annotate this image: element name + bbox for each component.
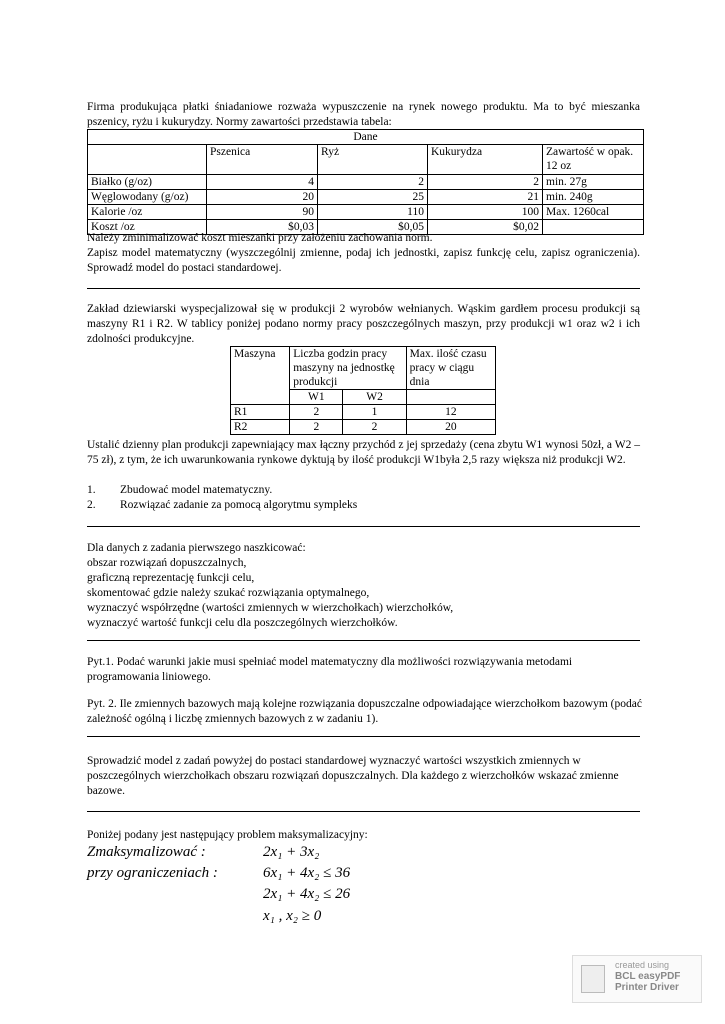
watermark-line: Printer Driver xyxy=(615,982,679,993)
table-cell xyxy=(406,390,495,405)
table-cell: 21 xyxy=(428,190,543,205)
table-cell: Węglowodany (g/oz) xyxy=(88,190,207,205)
table-cell: 25 xyxy=(318,190,428,205)
task3 xyxy=(87,541,640,631)
task3-line: Dla danych z zadania pierwszego naszkicować: xyxy=(87,542,306,554)
table-cell: Białko (g/oz) xyxy=(88,175,207,190)
list-item: 2. Rozwiązać zadanie za pomocą algorytmu sympleks xyxy=(87,499,358,511)
constraint-1: 6x₁ + 4x₂ ≤ 36 xyxy=(263,865,351,881)
table-cell: Koszt /oz xyxy=(88,220,207,235)
divider xyxy=(87,526,640,527)
table-cell: 2 xyxy=(318,175,428,190)
watermark-line: created using xyxy=(615,960,670,970)
table-cell: $0,05 xyxy=(318,220,428,235)
table-cell: 2 xyxy=(290,405,343,420)
table-subheader: W2 xyxy=(343,390,406,405)
constraint-2: 2x₁ + 4x₂ ≤ 26 xyxy=(263,886,351,902)
task1-intro: Firma produkująca płatki śniadaniowe rozważa wypuszczenie na rynek nowego produktu. Ma to być mieszanka pszenicy, ryżu i kukurydzy. Normy zawartości przedstawia tabela: xyxy=(87,101,640,128)
table-cell: 100 xyxy=(428,205,543,220)
task6-intro: Poniżej podany jest następujący problem maksymalizacyjny: xyxy=(87,829,368,841)
task3-line: obszar rozwiązań dopuszczalnych, xyxy=(87,557,247,569)
table-cell: Kalorie /oz xyxy=(88,205,207,220)
task3-line: skomentować gdzie należy szukać rozwiązania optymalnego, xyxy=(87,587,370,599)
task1-after1: Należy zminimalizować koszt mieszanki przy założeniu zachowania norm. xyxy=(87,232,433,244)
task4-q2: Pyt. 2. Ile zmiennych bazowych mają kolejne rozwiązania dopuszczalne odpowiadające wierzchołkom bazowym (podać zależność ogólną i liczbę zmiennych bazowych z w zadaniu 1). xyxy=(87,698,642,725)
table-row xyxy=(231,405,496,420)
table-header: Max. ilość czasu pracy w ciągu dnia xyxy=(406,347,495,390)
table-header: Kukurydza xyxy=(428,145,543,175)
nutrition-table xyxy=(87,129,644,235)
watermark-line: BCL easyPDF xyxy=(615,971,681,982)
table-cell: R1 xyxy=(231,405,290,420)
task3-line: wyznaczyć współrzędne (wartości zmiennych w wierzchołkach) wierzchołków, xyxy=(87,602,454,614)
task3-line: wyznaczyć wartość funkcji celu dla poszczególnych wierzchołków. xyxy=(87,617,398,629)
table-cell: 2 xyxy=(428,175,543,190)
table-row xyxy=(88,175,644,190)
list-item: 1. Zbudować model matematyczny. xyxy=(87,484,273,496)
divider xyxy=(87,811,640,812)
task4-q1: Pyt.1. Podać warunki jakie musi spełniać model matematyczny dla możliwości rozwiązywania metodami programowania liniowego. xyxy=(87,656,573,683)
objective-function: 2x₁ + 3x₂ xyxy=(263,844,320,860)
table-cell: 2 xyxy=(290,420,343,435)
table-header: Zawartość w opak. 12 oz xyxy=(543,145,644,175)
task5: Sprowadzić model z zadań powyżej do postaci standardowej wyznaczyć wartości wszystkich zmiennych w poszczególnych wierzchołkach obszaru rozwiązań dopuszczalnych. Dla każdego z wierzchołków wskazać zmienne bazowe. xyxy=(87,755,619,797)
table-header: Pszenica xyxy=(207,145,318,175)
pdf-creator-watermark xyxy=(572,955,702,1003)
table-cell: 12 xyxy=(406,405,495,420)
table-cell: R2 xyxy=(231,420,290,435)
task1-after xyxy=(87,231,640,276)
watermark-text xyxy=(615,960,680,993)
table-cell: 90 xyxy=(207,205,318,220)
constraints-label: przy ograniczeniach : xyxy=(87,865,218,881)
task2-intro: Zakład dziewiarski wyspecjalizował się w produkcji 2 wyrobów wełnianych. Wąskim gardłem procesu produkcji są maszyny R1 i R2. W tablicy poniżej podano normy pracy poszczególnych maszyn, przy produkcji w1 oraz w2 i ich zdolności produkcyjne. xyxy=(87,303,640,345)
task1-after2: Zapisz model matematyczny (wyszczególnij zmienne, podaj ich jednostki, zapisz funkcję celu, zapisz ograniczenia). Sprowadź model do postaci standardowej. xyxy=(87,247,640,274)
table-row xyxy=(88,205,644,220)
table-header: Maszyna xyxy=(231,347,290,405)
divider xyxy=(87,288,640,289)
table-cell: min. 27g xyxy=(543,175,644,190)
divider xyxy=(87,736,640,737)
objective-label: Zmaksymalizować : xyxy=(87,844,206,860)
table-cell: 4 xyxy=(207,175,318,190)
divider xyxy=(87,640,640,641)
table-cell: $0,03 xyxy=(207,220,318,235)
table-cell: Max. 1260cal xyxy=(543,205,644,220)
table-header: Liczba godzin pracy maszyny na jednostkę produkcji xyxy=(290,347,406,390)
task2-list xyxy=(87,483,640,513)
task3-line: graficzną reprezentację funkcji celu, xyxy=(87,572,255,584)
table-cell: 20 xyxy=(406,420,495,435)
table-title: Dane xyxy=(88,130,644,145)
table-row xyxy=(88,190,644,205)
table-row xyxy=(231,420,496,435)
table-cell: 1 xyxy=(343,405,406,420)
table-header xyxy=(88,145,207,175)
table-cell: 110 xyxy=(318,205,428,220)
table-header: Ryż xyxy=(318,145,428,175)
printer-driver-icon xyxy=(581,965,605,993)
table-cell: min. 240g xyxy=(543,190,644,205)
table-cell: 20 xyxy=(207,190,318,205)
task2-after: Ustalić dzienny plan produkcji zapewniający max łączny przychód z jej sprzedaży (cena zbytu W1 wynosi 50zł, a W2 – 75 zł), z tym, że ich uwarunkowania rynkowe dyktują by ilość produkcji W1była 2,5 razy większa niż produkcji W2. xyxy=(87,439,640,466)
table-cell: 2 xyxy=(343,420,406,435)
table-cell: $0,02 xyxy=(428,220,543,235)
constraint-nonneg: x₁ , x₂ ≥ 0 xyxy=(263,908,322,924)
table-subheader: W1 xyxy=(290,390,343,405)
machines-table xyxy=(230,346,496,435)
